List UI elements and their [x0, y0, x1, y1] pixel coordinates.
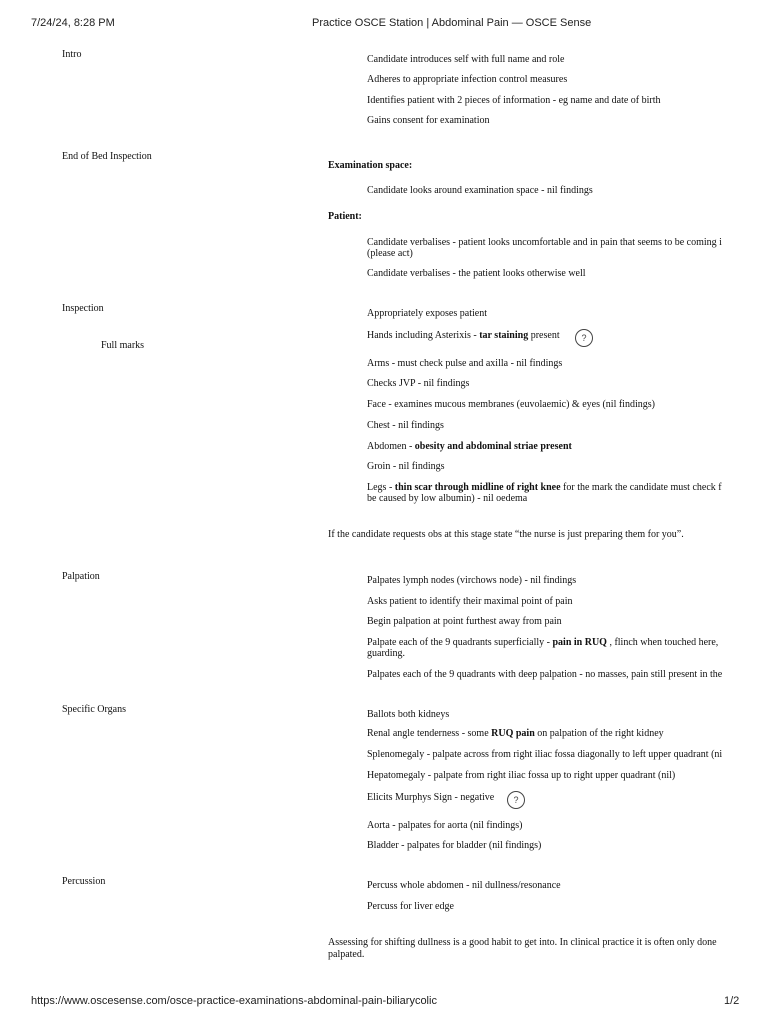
- checklist-item: Checks JVP - nil findings: [367, 378, 470, 389]
- checklist-item: Percuss for liver edge: [367, 901, 454, 912]
- checklist-item: Candidate verbalises - patient looks uncomfortable and in pain that seems to be coming i: [367, 237, 722, 248]
- percussion-note: Assessing for shifting dullness is a good habit to get into. In clinical practice it is often only done: [328, 937, 717, 948]
- checklist-item: Palpates lymph nodes (virchows node) - nil findings: [367, 575, 577, 586]
- checklist-item: Bladder - palpates for bladder (nil findings): [367, 840, 542, 851]
- subheading-patient: Patient:: [328, 211, 362, 222]
- section-intro: Intro: [62, 49, 82, 60]
- checklist-item: Candidate introduces self with full name and role: [367, 54, 565, 65]
- checklist-item: Chest - nil findings: [367, 420, 444, 431]
- checklist-item-continued: guarding.: [367, 648, 406, 659]
- full-marks-label: Full marks: [101, 340, 145, 351]
- help-icon[interactable]: ?: [575, 329, 593, 347]
- checklist-item: Gains consent for examination: [367, 115, 490, 126]
- help-icon[interactable]: ?: [507, 791, 525, 809]
- section-end-of-bed: End of Bed Inspection: [62, 151, 152, 162]
- checklist-item: Palpate each of the 9 quadrants superficially - pain in RUQ , flinch when touched here,: [367, 637, 719, 648]
- checklist-item: Renal angle tenderness - some RUQ pain on palpation of the right kidney: [367, 728, 664, 739]
- section-palpation: Palpation: [62, 571, 100, 582]
- checklist-item: Groin - nil findings: [367, 461, 445, 472]
- subheading-examination-space: Examination space:: [328, 160, 413, 171]
- checklist-item: Hepatomegaly - palpate from right iliac fossa up to right upper quadrant (nil): [367, 770, 676, 781]
- checklist-item: Hands including Asterixis - tar staining present: [367, 330, 560, 341]
- section-specific-organs: Specific Organs: [62, 704, 126, 715]
- checklist-item: Appropriately exposes patient: [367, 308, 487, 319]
- checklist-item: Percuss whole abdomen - nil dullness/resonance: [367, 880, 561, 891]
- checklist-item: Candidate verbalises - the patient looks otherwise well: [367, 268, 586, 279]
- page-url: https://www.oscesense.com/osce-practice-examinations-abdominal-pain-biliarycolic: [31, 995, 437, 1007]
- percussion-note-continued: palpated.: [328, 949, 365, 960]
- checklist-item: Ballots both kidneys: [367, 709, 450, 720]
- print-title: Practice OSCE Station | Abdominal Pain — OSCE Sense: [312, 17, 592, 29]
- checklist-item: Asks patient to identify their maximal point of pain: [367, 596, 573, 607]
- checklist-item: Begin palpation at point furthest away from pain: [367, 616, 562, 627]
- checklist-item: Identifies patient with 2 pieces of information - eg name and date of birth: [367, 95, 661, 106]
- print-date: 7/24/24, 8:28 PM: [31, 17, 115, 29]
- section-percussion: Percussion: [62, 876, 106, 887]
- checklist-item: Face - examines mucous membranes (euvolaemic) & eyes (nil findings): [367, 399, 655, 410]
- checklist-item: Abdomen - obesity and abdominal striae present: [367, 441, 572, 452]
- page-number: 1/2: [724, 995, 740, 1007]
- checklist-item: Arms - must check pulse and axilla - nil findings: [367, 358, 563, 369]
- checklist-item: Aorta - palpates for aorta (nil findings): [367, 820, 523, 831]
- checklist-item: Legs - thin scar through midline of right knee for the mark the candidate must check f: [367, 482, 722, 493]
- checklist-item-continued: (please act): [367, 248, 413, 259]
- checklist-item: Candidate looks around examination space - nil findings: [367, 185, 593, 196]
- checklist-item-continued: be caused by low albumin) - nil oedema: [367, 493, 528, 504]
- checklist-item: Adheres to appropriate infection control measures: [367, 74, 568, 85]
- examiner-note: If the candidate requests obs at this stage state “the nurse is just preparing them for you”.: [328, 529, 684, 540]
- section-inspection: Inspection: [62, 303, 104, 314]
- checklist-item: Palpates each of the 9 quadrants with deep palpation - no masses, pain still present in the: [367, 669, 723, 680]
- checklist-item: Elicits Murphys Sign - negative: [367, 792, 495, 803]
- checklist-item: Splenomegaly - palpate across from right iliac fossa diagonally to left upper quadrant (ni: [367, 749, 723, 760]
